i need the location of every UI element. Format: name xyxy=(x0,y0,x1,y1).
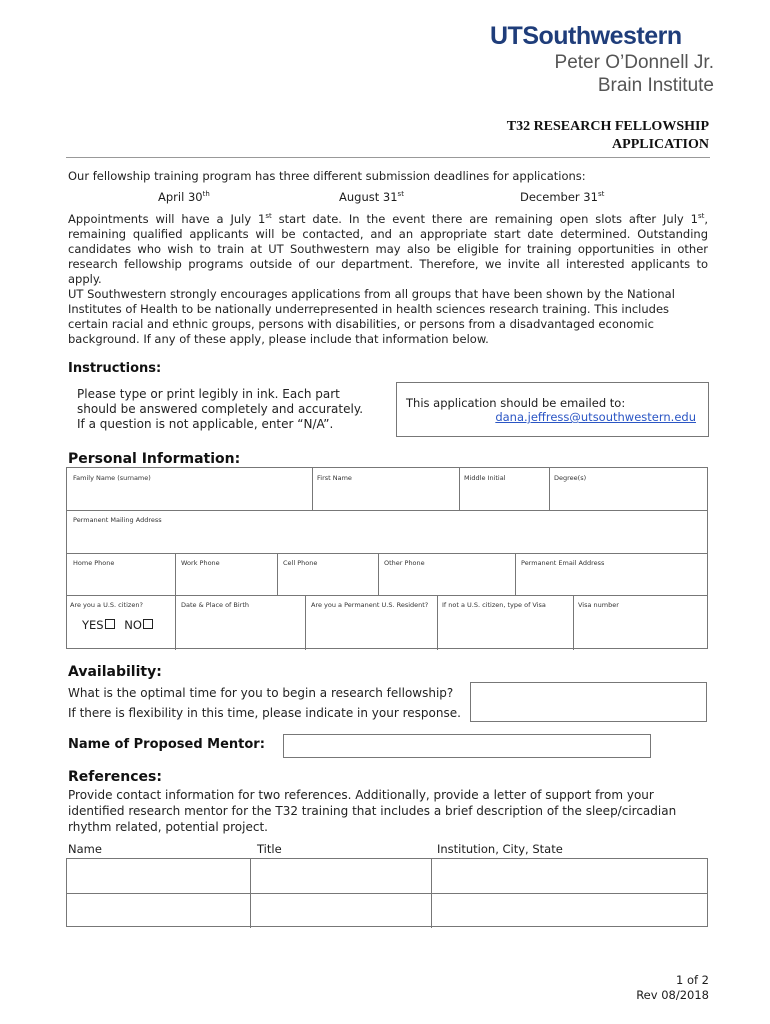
personal-info-heading: Personal Information: xyxy=(68,451,241,467)
deadline-2: August 31st xyxy=(339,190,404,204)
mailing-address-field[interactable]: Permanent Mailing Address xyxy=(73,516,162,524)
availability-question-1: What is the optimal time for you to begin a research fellowship? xyxy=(68,686,454,700)
family-name-field[interactable]: Family Name (surname) xyxy=(73,474,151,482)
availability-input[interactable] xyxy=(470,682,707,722)
middle-initial-field[interactable]: Middle Initial xyxy=(464,474,506,482)
first-name-field[interactable]: First Name xyxy=(317,474,352,482)
ref-col-institution: Institution, City, State xyxy=(437,842,563,856)
instructions-heading: Instructions: xyxy=(68,361,162,376)
citizen-yes-label: YES xyxy=(82,618,104,632)
home-phone-field[interactable]: Home Phone xyxy=(73,559,115,567)
mentor-input[interactable] xyxy=(283,734,651,758)
ref-2-title-cell[interactable] xyxy=(251,894,431,926)
diversity-paragraph: UT Southwestern strongly encourages applications from all groups that have been shown by the National Institutes of Health to be nationally underrepresented in health sciences research training. This includes certain racial and ethnic groups, persons with disabilities, or persons from a disadvantaged economic background. If any of these apply, please include that information below. xyxy=(68,287,675,346)
citizen-yes-no xyxy=(82,618,153,632)
ref-col-title: Title xyxy=(257,842,282,856)
cell-phone-field[interactable]: Cell Phone xyxy=(283,559,318,567)
email-link[interactable]: dana.jeffress@utsouthwestern.edu xyxy=(495,410,696,424)
email-address-field[interactable]: Permanent Email Address xyxy=(521,559,605,567)
logo-ut-southwestern: UTSouthwestern xyxy=(490,22,682,50)
other-phone-field[interactable]: Other Phone xyxy=(384,559,425,567)
citizen-field-label: Are you a U.S. citizen? xyxy=(70,601,143,609)
revision-date: Rev 08/2018 xyxy=(636,988,709,1002)
mentor-heading: Name of Proposed Mentor: xyxy=(68,737,265,752)
form-title-line-1: T32 RESEARCH FELLOWSHIP xyxy=(506,119,709,134)
email-label: This application should be emailed to: xyxy=(406,396,626,410)
references-text: Provide contact information for two references. Additionally, provide a letter of support from your identified research mentor for the T32 training that includes a brief description of the sleep/circadian rhythm related, potential project. xyxy=(68,788,677,834)
ref-1-name-cell[interactable] xyxy=(67,859,250,893)
page-number: 1 of 2 xyxy=(675,973,709,987)
citizen-no-checkbox[interactable] xyxy=(143,619,153,629)
visa-type-field[interactable]: If not a U.S. citizen, type of Visa xyxy=(442,601,546,609)
form-title-line-2: APPLICATION xyxy=(612,137,709,152)
work-phone-field[interactable]: Work Phone xyxy=(181,559,220,567)
citizen-no-label: NO xyxy=(124,618,142,632)
ref-col-name: Name xyxy=(68,842,102,856)
references-heading: References: xyxy=(68,769,162,785)
ref-2-institution-cell[interactable] xyxy=(432,894,707,926)
permanent-resident-field[interactable]: Are you a Permanent U.S. Resident? xyxy=(311,601,429,609)
appointments-paragraph: Appointments will have a July 1st start date. In the event there are remaining open slots after July 1st, remaining qualified applicants will be contacted, and an appropriate start date determined. Outstanding candidates who wish to train at UT Southwestern may also be eligible for training opportunities in other research fellowship programs outside of our department. Therefore, we invite all interested applicants to apply. xyxy=(68,212,709,286)
degrees-field[interactable]: Degree(s) xyxy=(554,474,587,482)
ref-1-institution-cell[interactable] xyxy=(432,859,707,893)
visa-number-field[interactable]: Visa number xyxy=(578,601,619,609)
ref-1-title-cell[interactable] xyxy=(251,859,431,893)
references-table xyxy=(66,858,708,927)
logo-line-2: Peter O’Donnell Jr. xyxy=(554,52,714,73)
citizen-yes-checkbox[interactable] xyxy=(105,619,115,629)
ref-2-name-cell[interactable] xyxy=(67,894,250,926)
personal-info-grid xyxy=(66,467,708,649)
availability-question-2: If there is flexibility in this time, please indicate in your response. xyxy=(68,706,461,720)
birth-date-place-field[interactable]: Date & Place of Birth xyxy=(181,601,250,609)
deadlines-intro: Our fellowship training program has three different submission deadlines for applications: xyxy=(68,169,586,183)
deadline-1: April 30th xyxy=(158,190,210,204)
email-box xyxy=(396,382,709,437)
instructions-text: Please type or print legibly in ink. Each part should be answered completely and accurately. If a question is not applicable, enter “N/A”. xyxy=(77,387,364,431)
deadline-3: December 31st xyxy=(520,190,605,204)
title-divider xyxy=(66,157,710,158)
logo-line-3: Brain Institute xyxy=(597,75,714,96)
availability-heading: Availability: xyxy=(68,664,162,680)
